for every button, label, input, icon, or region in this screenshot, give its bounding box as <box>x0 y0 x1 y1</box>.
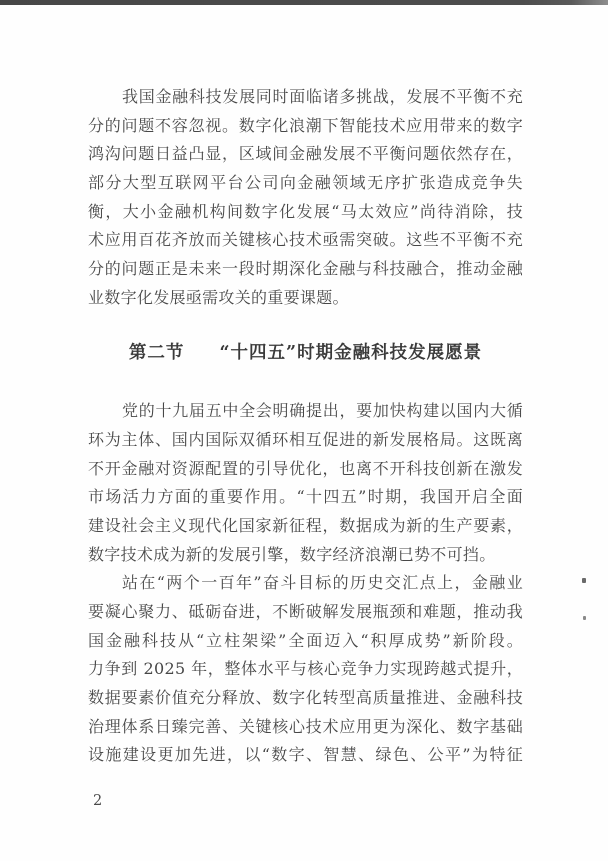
text-line: 力争到 2025 年，整体水平与核心竞争力实现跨越式提升， <box>88 659 523 679</box>
body-paragraph <box>88 569 523 770</box>
text-line: 数据要素价值充分释放、数字化转型高质量推进、金融科技 <box>88 688 523 708</box>
text-line: 设施建设更加先进，以“数字、智慧、绿色、公平”为特征 <box>88 745 523 765</box>
text-line: 部分大型互联网平台公司向金融领域无序扩张造成竞争失 <box>88 173 523 193</box>
intro-paragraph <box>88 83 523 313</box>
text-line: 业数字化发展亟需攻关的重要课题。 <box>88 287 349 307</box>
text-line: 鸿沟问题日益凸显，区域间金融发展不平衡问题依然存在， <box>88 144 523 164</box>
section-heading <box>88 339 523 368</box>
text-line: 衡，大小金融机构间数字化发展“马太效应”尚待消除，技 <box>88 201 523 221</box>
page-body <box>88 83 523 770</box>
text-line: 建设社会主义现代化国家新征程，数据成为新的生产要素， <box>88 515 523 535</box>
section-number: 第二节 <box>128 342 185 363</box>
section-title: “十四五”时期金融科技发展愿景 <box>219 342 483 363</box>
scan-speck <box>583 616 586 620</box>
text-line: 分的问题不容忽视。数字化浪潮下智能技术应用带来的数字 <box>88 115 523 135</box>
text-line: 分的问题正是未来一段时期深化金融与科技融合，推动金融 <box>88 259 523 279</box>
text-line: 治理体系日臻完善、关键核心技术应用更为深化、数字基础 <box>88 716 523 736</box>
text-line: 国金融科技从“立柱架梁”全面迈入“积厚成势”新阶段。 <box>88 630 523 650</box>
text-line: 站在“两个一百年”奋斗目标的历史交汇点上，金融业 <box>122 573 523 593</box>
text-line: 要凝心聚力、砥砺奋进，不断破解发展瓶颈和难题，推动我 <box>88 602 523 621</box>
text-line: 不开金融对资源配置的引导优化，也离不开科技创新在激发 <box>88 458 523 478</box>
scan-speck <box>582 578 586 583</box>
text-line: 我国金融科技发展同时面临诸多挑战，发展不平衡不充 <box>122 87 523 106</box>
scan-artifact-top-bar <box>0 0 608 5</box>
text-line: 环为主体、国内国际双循环相互促进的新发展格局。这既离 <box>88 429 523 449</box>
page-number: 2 <box>93 793 103 809</box>
text-line: 市场活力方面的重要作用。“十四五”时期，我国开启全面 <box>88 487 523 507</box>
text-line: 党的十九届五中全会明确提出，要加快构建以国内大循 <box>122 401 523 421</box>
text-line: 数字技术成为新的发展引擎，数字经济浪潮已势不可挡。 <box>88 544 496 564</box>
body-paragraph <box>88 397 523 569</box>
text-line: 术应用百花齐放而关键核心技术亟需突破。这些不平衡不充 <box>88 230 523 250</box>
